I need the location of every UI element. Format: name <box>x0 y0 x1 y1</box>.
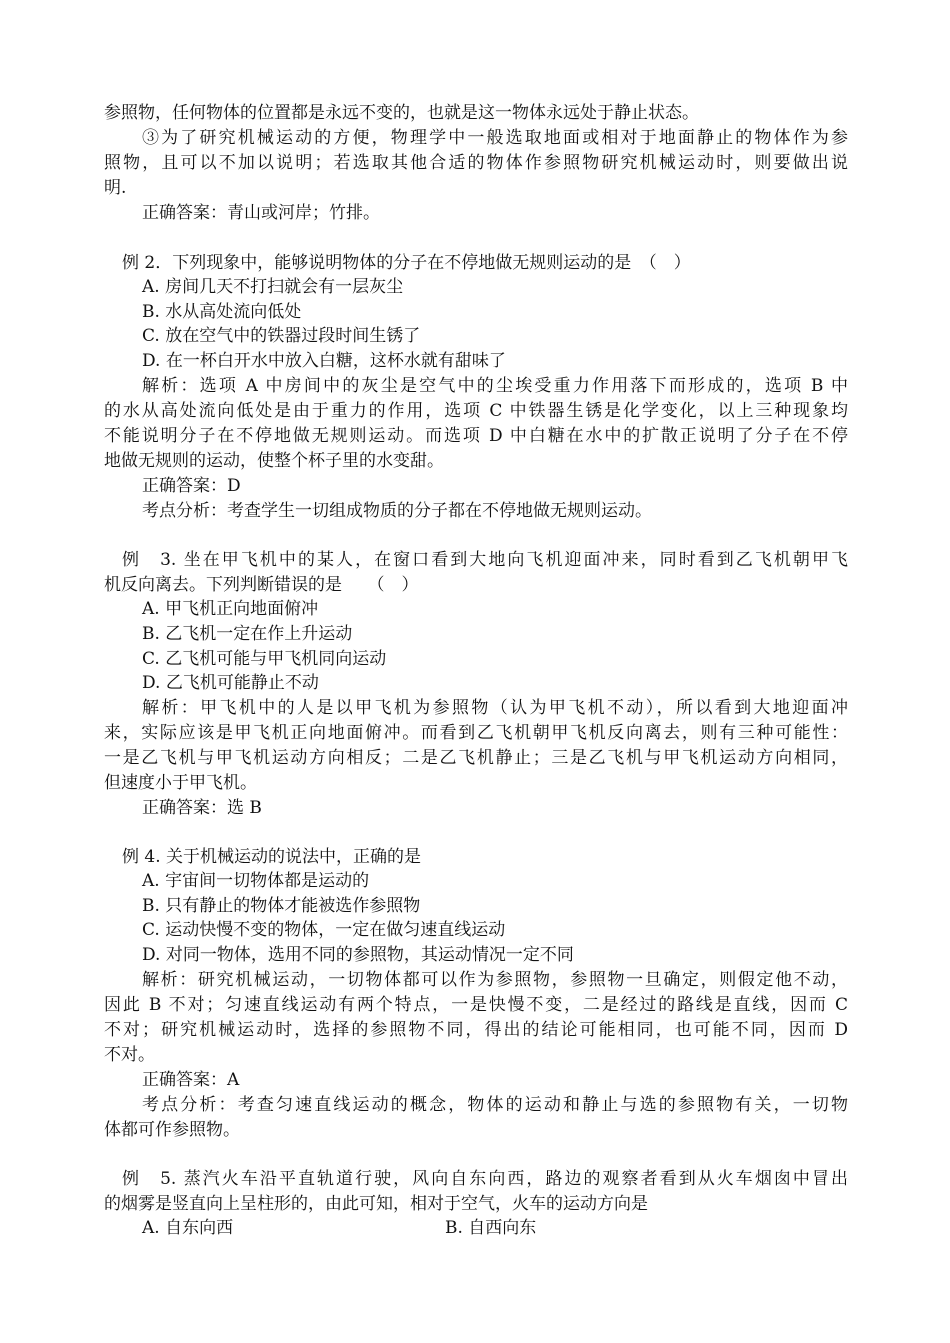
example-4-answer: 正确答案：A <box>142 1070 240 1090</box>
example-3-analysis-line: 解析：甲飞机中的人是以甲飞机为参照物（认为甲飞机不动），所以看到大地迎面冲 <box>142 698 848 718</box>
intro-answer: 正确答案：青山或河岸；竹排。 <box>142 203 380 223</box>
example-4-option-a: A. 宇宙间一切物体都是运动的 <box>142 871 370 891</box>
example-2-analysis-line: 不能说明分子在不停地做无规则运动。而选项 D 中白糖在水中的扩散正说明了分子在不停 <box>104 426 848 446</box>
example-2-analysis-line: 解析：选项 A 中房间中的灰尘是空气中的尘埃受重力作用落下而形成的，选项 B 中 <box>142 376 848 396</box>
example-3-analysis-line: 来，实际应该是甲飞机正向地面俯冲。而看到乙飞机朝甲飞机反向离去，则有三种可能性： <box>104 723 848 743</box>
example-4-point-analysis: 考点分析：考查匀速直线运动的概念，物体的运动和静止与选的参照物有关，一切物 <box>142 1095 848 1115</box>
example-3-option-d: D. 乙飞机可能静止不动 <box>142 673 319 693</box>
intro-paragraph-line: 明. <box>104 178 127 198</box>
example-5-question: 例 5. 蒸汽火车沿平直轨道行驶，风向自东向西，路边的观察者看到从火车烟囱中冒出 <box>122 1169 848 1189</box>
example-4-option-b: B. 只有静止的物体才能被选作参照物 <box>142 896 421 916</box>
example-2-analysis-line: 的水从高处流向低处是由于重力的作用，选项 C 中铁器生锈是化学变化，以上三种现象均 <box>104 401 848 421</box>
example-4-analysis-line: 因此 B 不对；匀速直线运动有两个特点，一是快慢不变，二是经过的路线是直线，因而 C <box>104 995 848 1015</box>
example-2-option-c: C. 放在空气中的铁器过段时间生锈了 <box>142 326 421 346</box>
example-2-analysis-line: 地做无规则的运动，使整个杯子里的水变甜。 <box>104 451 444 471</box>
example-4-point-analysis: 体都可作参照物。 <box>104 1120 240 1140</box>
example-4-option-c: C. 运动快慢不变的物体，一定在做匀速直线运动 <box>142 920 506 940</box>
example-3-option-b: B. 乙飞机一定在作上升运动 <box>142 624 353 644</box>
example-4-question: 例 4. 关于机械运动的说法中，正确的是 <box>122 847 422 867</box>
example-3-option-c: C. 乙飞机可能与甲飞机同向运动 <box>142 649 387 669</box>
example-3-question: 例 3. 坐在甲飞机中的某人，在窗口看到大地向飞机迎面冲来，同时看到乙飞机朝甲飞 <box>122 550 848 570</box>
example-3-question: 机反向离去。下列判断错误的是 （ ） <box>104 575 419 595</box>
intro-paragraph-line: 照物，且可以不加以说明；若选取其他合适的物体作参照物研究机械运动时，则要做出说 <box>104 153 848 173</box>
example-3-analysis-line: 一是乙飞机与甲飞机运动方向相反；二是乙飞机静止；三是乙飞机与甲飞机运动方向相同， <box>104 748 848 768</box>
intro-paragraph-line: ③为了研究机械运动的方便，物理学中一般选取地面或相对于地面静止的物体作为参 <box>142 128 848 148</box>
example-2-option-b: B. 水从高处流向低处 <box>142 302 302 322</box>
example-2-point-analysis: 考点分析：考查学生一切组成物质的分子都在不停地做无规则运动。 <box>142 501 652 521</box>
example-2-answer: 正确答案：D <box>142 476 241 496</box>
example-2-option-d: D. 在一杯白开水中放入白糖，这杯水就有甜味了 <box>142 351 506 371</box>
example-4-analysis-line: 解析：研究机械运动，一切物体都可以作为参照物，参照物一旦确定，则假定他不动， <box>142 970 848 990</box>
example-2-question: 例 2．下列现象中，能够说明物体的分子在不停地做无规则运动的是 （ ） <box>122 253 691 273</box>
example-5-question: 的烟雾是竖直向上呈柱形的，由此可知，相对于空气，火车的运动方向是 <box>104 1194 648 1214</box>
example-2-option-a: A. 房间几天不打扫就会有一层灰尘 <box>142 277 404 297</box>
example-4-analysis-line: 不对；研究机械运动时，选择的参照物不同，得出的结论可能相同，也可能不同，因而 D <box>104 1020 848 1040</box>
example-3-answer: 正确答案：选 B <box>142 798 262 818</box>
intro-line: 参照物，任何物体的位置都是永远不变的，也就是这一物体永远处于静止状态。 <box>104 103 699 123</box>
example-3-option-a: A. 甲飞机正向地面俯冲 <box>142 599 319 619</box>
example-4-option-d: D. 对同一物体，选用不同的参照物，其运动情况一定不同 <box>142 945 574 965</box>
example-5-option-a: A. 自东向西 <box>142 1218 234 1238</box>
example-5-option-b: B. 自西向东 <box>445 1218 537 1238</box>
example-3-analysis-line: 但速度小于甲飞机。 <box>104 773 257 793</box>
example-4-analysis-line: 不对。 <box>104 1045 155 1065</box>
